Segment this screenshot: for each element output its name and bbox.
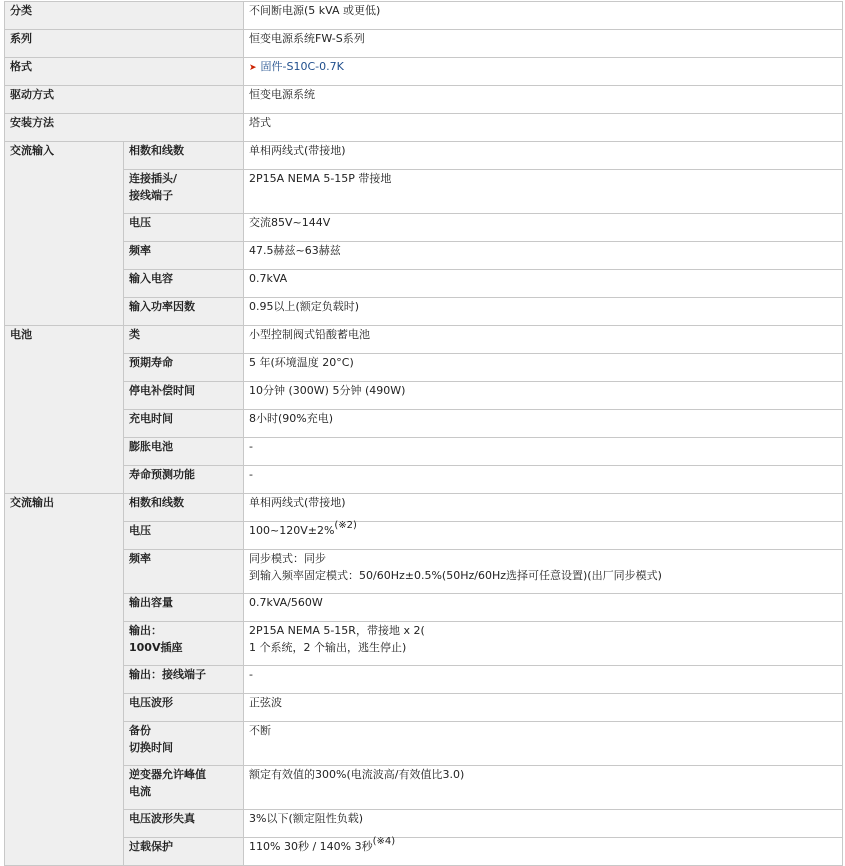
spec-table <box>4 1 843 866</box>
row-value-category: 不间断电源(5 kVA 或更低) <box>244 2 843 30</box>
row-value-battery-swell: - <box>244 438 843 466</box>
overload-text: 110% 30秒 / 140% 3秒 <box>249 840 373 853</box>
table-row <box>5 214 843 242</box>
switch-label-line1: 备份 <box>129 724 151 737</box>
row-label-output-voltage: 电压 <box>124 522 244 550</box>
table-row <box>5 766 843 810</box>
row-label-battery-charge: 充电时间 <box>124 410 244 438</box>
row-value-battery-backup: 10分钟 (300W) 5分钟 (490W) <box>244 382 843 410</box>
table-row <box>5 114 843 142</box>
row-value-battery-life: 5 年(环境温度 20°C) <box>244 354 843 382</box>
outlet-value-line1: 2P15A NEMA 5-15R，带接地 x 2( <box>249 624 425 637</box>
table-row <box>5 438 843 466</box>
row-value-output-freq <box>244 550 843 594</box>
group-battery: 电池 <box>5 326 124 494</box>
arrow-right-icon: ➤ <box>249 63 257 73</box>
table-row <box>5 594 843 622</box>
row-label-output-terminal: 输出：接线端子 <box>124 666 244 694</box>
row-value-output-phase: 单相两线式(带接地) <box>244 494 843 522</box>
table-row <box>5 466 843 494</box>
row-label-input-freq: 频率 <box>124 242 244 270</box>
row-value-format <box>244 58 843 86</box>
row-value-output-peak: 额定有效值的300%(电流波高/有效值比3.0) <box>244 766 843 810</box>
row-value-install: 塔式 <box>244 114 843 142</box>
table-row <box>5 622 843 666</box>
row-label-output-phase: 相数和线数 <box>124 494 244 522</box>
table-row <box>5 298 843 326</box>
row-value-output-thd: 3%以下(额定阻性负载) <box>244 810 843 838</box>
row-value-output-overload <box>244 838 843 866</box>
table-row <box>5 722 843 766</box>
group-ac-input: 交流输入 <box>5 142 124 326</box>
row-label-output-waveform: 电压波形 <box>124 694 244 722</box>
row-value-output-capacity: 0.7kVA/560W <box>244 594 843 622</box>
row-label-output-peak <box>124 766 244 810</box>
row-label-battery-type: 类 <box>124 326 244 354</box>
row-value-input-plug: 2P15A NEMA 5-15P 带接地 <box>244 170 843 214</box>
outlet-value-line2: 1 个系统，2 个输出，逃生停止) <box>249 641 407 654</box>
table-row <box>5 86 843 114</box>
table-row <box>5 694 843 722</box>
row-value-output-outlet <box>244 622 843 666</box>
table-row <box>5 326 843 354</box>
table-row <box>5 58 843 86</box>
output-voltage-note: (※2) <box>334 520 357 531</box>
row-label-category: 分类 <box>5 2 244 30</box>
table-row <box>5 270 843 298</box>
row-label-battery-swell: 膨胀电池 <box>124 438 244 466</box>
table-row <box>5 242 843 270</box>
table-row <box>5 666 843 694</box>
row-value-series: 恒变电源系统FW-S系列 <box>244 30 843 58</box>
row-value-input-pf: 0.95以上(额定负载时) <box>244 298 843 326</box>
table-row <box>5 170 843 214</box>
outlet-label-line2: 100V插座 <box>129 641 183 654</box>
overload-note: (※4) <box>372 836 396 847</box>
row-value-input-freq: 47.5赫兹~63赫兹 <box>244 242 843 270</box>
row-label-drive: 驱动方式 <box>5 86 244 114</box>
table-row <box>5 410 843 438</box>
row-label-input-plug <box>124 170 244 214</box>
table-row <box>5 810 843 838</box>
output-freq-line2: 到输入频率固定模式：50/60Hz±0.5%(50Hz/60Hz选择可任意设置)(出厂同步模式) <box>249 569 662 582</box>
row-label-output-outlet <box>124 622 244 666</box>
row-label-output-overload: 过载保护 <box>124 838 244 866</box>
row-value-battery-charge: 8小时(90%充电) <box>244 410 843 438</box>
plug-label-line1: 连接插头/ <box>129 172 178 185</box>
row-label-series: 系列 <box>5 30 244 58</box>
firmware-link[interactable]: 固件-S10C-0.7K <box>260 60 344 73</box>
row-value-battery-type: 小型控制阀式铅酸蓄电池 <box>244 326 843 354</box>
output-freq-line1: 同步模式：同步 <box>249 552 326 565</box>
table-row <box>5 550 843 594</box>
row-label-battery-life: 预期寿命 <box>124 354 244 382</box>
row-value-output-switch: 不断 <box>244 722 843 766</box>
table-row <box>5 30 843 58</box>
row-value-drive: 恒变电源系统 <box>244 86 843 114</box>
row-label-input-pf: 输入功率因数 <box>124 298 244 326</box>
row-value-input-capacity: 0.7kVA <box>244 270 843 298</box>
row-value-battery-predict: - <box>244 466 843 494</box>
table-row <box>5 142 843 170</box>
row-label-output-freq: 频率 <box>124 550 244 594</box>
row-value-output-voltage <box>244 522 843 550</box>
row-label-format: 格式 <box>5 58 244 86</box>
peak-label-line2: 电流 <box>129 785 151 798</box>
row-label-input-phase: 相数和线数 <box>124 142 244 170</box>
row-label-input-capacity: 输入电容 <box>124 270 244 298</box>
row-value-output-terminal: - <box>244 666 843 694</box>
row-value-input-voltage: 交流85V~144V <box>244 214 843 242</box>
switch-label-line2: 切换时间 <box>129 741 173 754</box>
peak-label-line1: 逆变器允许峰值 <box>129 768 206 781</box>
row-value-input-phase: 单相两线式(带接地) <box>244 142 843 170</box>
output-voltage-text: 100~120V±2% <box>249 524 335 537</box>
row-label-output-capacity: 输出容量 <box>124 594 244 622</box>
table-row <box>5 2 843 30</box>
row-label-battery-backup: 停电补偿时间 <box>124 382 244 410</box>
table-row <box>5 838 843 866</box>
row-label-battery-predict: 寿命预测功能 <box>124 466 244 494</box>
group-ac-output: 交流输出 <box>5 494 124 866</box>
row-label-output-switch <box>124 722 244 766</box>
table-row <box>5 522 843 550</box>
table-row <box>5 494 843 522</box>
row-label-input-voltage: 电压 <box>124 214 244 242</box>
table-row <box>5 382 843 410</box>
row-value-output-waveform: 正弦波 <box>244 694 843 722</box>
table-row <box>5 354 843 382</box>
row-label-install: 安装方法 <box>5 114 244 142</box>
row-label-output-thd: 电压波形失真 <box>124 810 244 838</box>
plug-label-line2: 接线端子 <box>129 189 173 202</box>
outlet-label-line1: 输出： <box>129 624 162 637</box>
